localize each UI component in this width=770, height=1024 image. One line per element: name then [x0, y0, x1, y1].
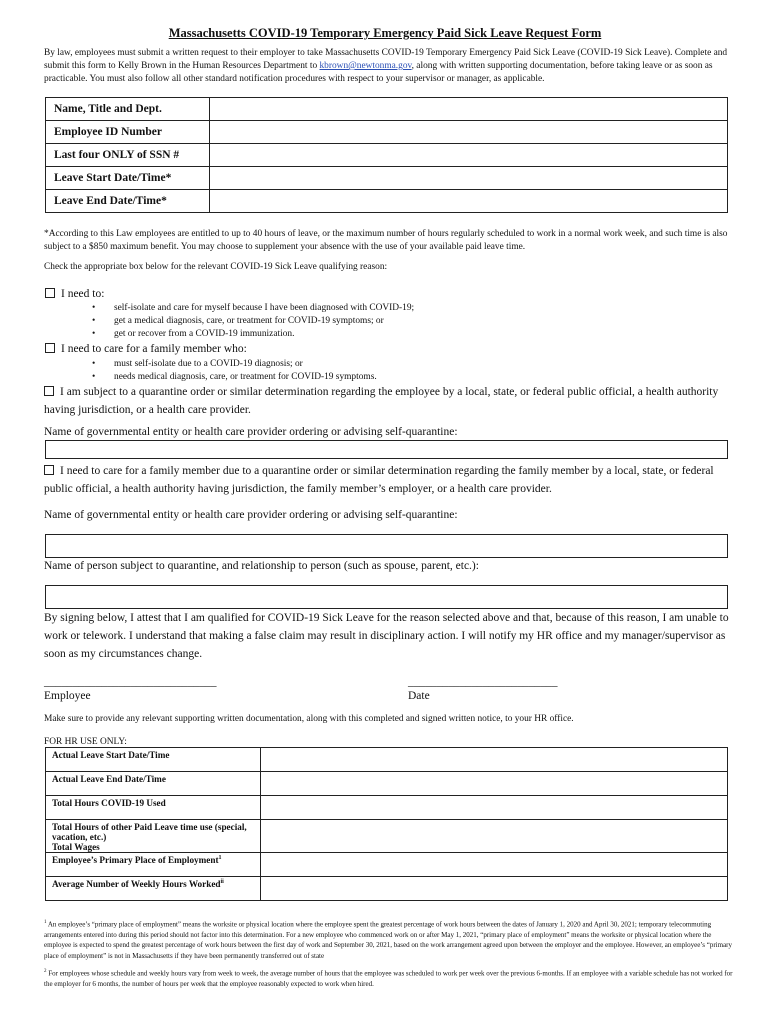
- table-row: [46, 853, 728, 877]
- table-row: [46, 820, 728, 853]
- hr-other-leave-and-wages-field[interactable]: [261, 820, 728, 853]
- name-title-dept-field[interactable]: [210, 98, 728, 121]
- row-label: Leave End Date/Time*: [46, 190, 210, 213]
- hr-email-link[interactable]: kbrown@newtonma.gov: [319, 61, 412, 71]
- check-instructions: Check the appropriate box below for the relevant COVID-19 Sick Leave qualifying reason:: [44, 262, 388, 272]
- table-row: [46, 121, 728, 144]
- date-signature-line[interactable]: __________________________: [408, 676, 558, 688]
- footnote-text: An employee’s “primary place of employment” means the worksite or physical location where the employee spent the greatest percentage of work hours between the dates of January 1, 2020 and April 30, 2021; temporary telecommuting arrangements entered into during this period should not factor into this determination. For a new employee who commenced work on or after May 1, 2021, “primary place of employment” means the worksite or physical location where the employee is expected to spend the greatest percentage of work hours between the first day of work and September 30, 2021, based on the work arrangement agreed upon between the employer and the employee. However, an employee’s “primary place of employment” is not in Massachusetts if they have been permanently transferred out of state: [44, 920, 733, 960]
- checkbox-quarantine-family[interactable]: [44, 465, 54, 475]
- table-row: [46, 144, 728, 167]
- row-label: Name, Title and Dept.: [46, 98, 210, 121]
- intro-text-1: By law, employees must submit a written request to their employer to take Massachusetts COVID-19 Temporary Emergency Paid Sick Leave (COVID-19 Sick Leave). Complete and submit this form to Kelly Brown in the Human Resources Department to: [44, 48, 728, 71]
- leave-entitlement-note: *According to this Law employees are entitled to up to 40 hours of leave, or the maximum number of hours regularly scheduled to work in a normal work week, and such time is also subject to a $850 maximum benefit. You may choose to supplement your absence with the use of your available paid leave time.: [44, 229, 728, 252]
- row-label: Total Hours COVID-19 Used: [46, 796, 261, 820]
- footnote-ref: 1: [218, 855, 222, 861]
- footnote-1: [44, 918, 734, 961]
- field-label-1: Name of governmental entity or health care provider ordering or advising self-quarantine:: [44, 426, 458, 438]
- hr-actual-start-field[interactable]: [261, 748, 728, 772]
- hr-weekly-hours-field[interactable]: [261, 877, 728, 901]
- table-row: [46, 796, 728, 820]
- leave-start-field[interactable]: [210, 167, 728, 190]
- option-family: [45, 341, 247, 357]
- row-label: [46, 820, 261, 853]
- checkbox-quarantine-self[interactable]: [44, 386, 54, 396]
- documentation-reminder: Make sure to provide any relevant supporting written documentation, along with this completed and signed written notice, to your HR office.: [44, 714, 574, 724]
- list-item: • needs medical diagnosis, care, or treatment for COVID-19 symptoms.: [92, 371, 377, 384]
- row-label-text: Average Number of Weekly Hours Worked: [52, 879, 221, 890]
- table-row: [46, 98, 728, 121]
- leave-end-field[interactable]: [210, 190, 728, 213]
- option-label: I am subject to a quarantine order or similar determination regarding the employee by a local, state, or federal public official, a health authority having jurisdiction, or a health care provider.: [44, 386, 719, 416]
- row-label: Leave Start Date/Time*: [46, 167, 210, 190]
- table-row: [46, 877, 728, 901]
- row-label: Employee ID Number: [46, 121, 210, 144]
- row-label-text: Employee’s Primary Place of Employment: [52, 855, 219, 866]
- intro-paragraph: [44, 47, 732, 86]
- checkbox-family[interactable]: [45, 343, 55, 353]
- checkbox-self[interactable]: [45, 288, 55, 298]
- row-label: Last four ONLY of SSN #: [46, 144, 210, 167]
- row-label-text: Total Wages: [52, 842, 100, 852]
- footnote-mark: 1: [44, 920, 47, 925]
- row-label: [46, 853, 261, 877]
- ssn-last-four-field[interactable]: [210, 144, 728, 167]
- option-self-list: [92, 302, 414, 341]
- row-label: Actual Leave End Date/Time: [46, 772, 261, 796]
- table-row: [46, 190, 728, 213]
- row-label: [46, 877, 261, 901]
- attestation-paragraph: By signing below, I attest that I am qualified for COVID-19 Sick Leave for the reason selected above and that, because of this reason, I am unable to work or telework. I understand that making a false claim may result in disciplinary action. I will notify my HR office and my manager/supervisor as soon as my circumstances change.: [44, 612, 729, 660]
- hr-use-heading: FOR HR USE ONLY:: [44, 737, 127, 747]
- form-title: Massachusetts COVID-19 Temporary Emergency Paid Sick Leave Request Form: [168, 26, 602, 40]
- list-item: • get a medical diagnosis, care, or treatment for COVID-19 symptoms; or: [92, 315, 414, 328]
- option-quarantine-family: [44, 462, 734, 498]
- quarantine-authority-input-1[interactable]: [45, 440, 728, 459]
- table-row: [46, 772, 728, 796]
- employee-signature-line[interactable]: ______________________________: [44, 676, 217, 688]
- row-label-text: Total Hours of other Paid Leave time use (special, vacation, etc.): [52, 822, 247, 842]
- field-label-2: Name of governmental entity or health care provider ordering or advising self-quarantine:: [44, 509, 458, 521]
- footnote-2: [44, 967, 734, 989]
- footnote-mark: 2: [44, 969, 47, 974]
- table-row: [46, 167, 728, 190]
- table-row: [46, 748, 728, 772]
- option-label: I need to care for a family member who:: [61, 343, 247, 355]
- employee-label: Employee: [44, 690, 91, 702]
- list-item: • self-isolate and care for myself because I have been diagnosed with COVID-19;: [92, 302, 414, 315]
- quarantined-person-input[interactable]: [45, 585, 728, 609]
- footnote-ref: ii: [220, 879, 224, 885]
- list-item: • must self-isolate due to a COVID-19 diagnosis; or: [92, 358, 377, 371]
- list-item: • get or recover from a COVID-19 immunization.: [92, 328, 414, 341]
- option-label: I need to:: [61, 288, 105, 300]
- field-label-3: Name of person subject to quarantine, and relationship to person (such as spouse, parent, etc.):: [44, 560, 479, 572]
- employee-id-field[interactable]: [210, 121, 728, 144]
- hr-use-table: [45, 747, 728, 901]
- employee-info-table: [45, 97, 728, 213]
- date-label: Date: [408, 690, 430, 702]
- hr-primary-place-field[interactable]: [261, 853, 728, 877]
- option-self: [45, 286, 104, 302]
- footnote-text: For employees whose schedule and weekly hours vary from week to week, the average number of hours that the employee was scheduled to work per week over the previous 6-months. If an employee with a variable schedule has not worked for the employer for 6 months, the number of hours per week that the employee reasonably expected to work when hired.: [44, 969, 733, 988]
- quarantine-authority-input-2[interactable]: [45, 534, 728, 558]
- hr-covid-hours-field[interactable]: [261, 796, 728, 820]
- option-label: I need to care for a family member due to a quarantine order or similar determination regarding the family member by a local, state, or federal public official, a health authority having jurisdiction, the family member’s employer, or a health care provider.: [44, 465, 714, 495]
- option-quarantine-self: [44, 383, 734, 419]
- hr-actual-end-field[interactable]: [261, 772, 728, 796]
- row-label: Actual Leave Start Date/Time: [46, 748, 261, 772]
- intro-text-2: , along with written supporting documentation, before taking leave or as soon as practicable. You must also follow all other standard notification procedures with respect to your supervisor or manager, as applicable.: [44, 61, 713, 84]
- option-family-list: [92, 358, 377, 384]
